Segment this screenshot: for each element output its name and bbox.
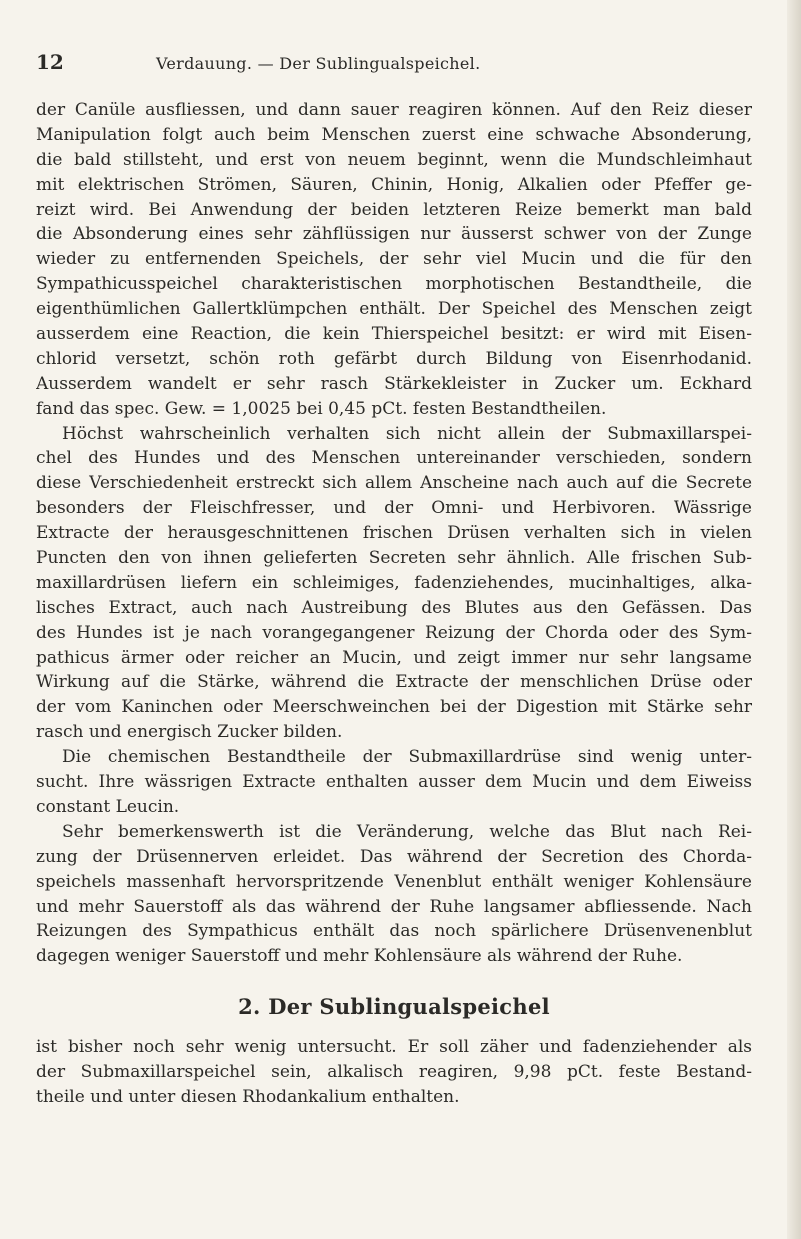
text-line: pathicus ärmer oder reicher an Mucin, und zeigt immer nur sehr langsame: [36, 647, 752, 668]
text-line: Sehr bemerkenswerth ist die Veränderung, welche das Blut nach Rei-: [62, 821, 752, 842]
text-line: die bald stillsteht, und erst von neuem beginnt, wenn die Mundschleimhaut: [36, 149, 752, 170]
text-line: chel des Hundes und des Menschen untereinander verschieden, sondern: [36, 448, 752, 469]
text-line: lisches Extract, auch nach Austreibung des Blutes aus den Gefässen. Das: [36, 597, 752, 618]
text-line: eigenthümlichen Gallertklümpchen enthält. Der Speichel des Menschen zeigt: [36, 299, 752, 320]
paragraph: [36, 422, 752, 746]
text-line: Ausserdem wandelt er sehr rasch Stärkekleister in Zucker um. Eckhard: [36, 373, 752, 394]
text-line: diese Verschiedenheit erstreckt sich allem Anscheine nach auch auf die Secrete: [36, 473, 752, 494]
running-head: Verdauung. — Der Sublingualspeichel.: [156, 54, 481, 73]
page-body: [36, 98, 752, 1110]
text-line: Reizungen des Sympathicus enthält das noch spärlichere Drüsenvenenblut: [36, 921, 752, 942]
text-line: sucht. Ihre wässrigen Extracte enthalten ausser dem Mucin und dem Eiweiss: [36, 772, 752, 793]
text-line: ausserdem eine Reaction, die kein Thierspeichel besitzt: er wird mit Eisen-: [36, 324, 752, 345]
text-line: besonders der Fleischfresser, und der Omni- und Herbivoren. Wässrige: [36, 498, 752, 519]
page-number: 12: [36, 50, 64, 74]
page-edge: [787, 0, 801, 1239]
text-line: der vom Kaninchen oder Meerschweinchen bei der Digestion mit Stärke sehr: [36, 697, 752, 718]
text-line: Extracte der herausgeschnittenen frischen Drüsen verhalten sich in vielen: [36, 523, 752, 544]
text-line: ist bisher noch sehr wenig untersucht. Er soll zäher und fadenziehender als: [36, 1037, 752, 1058]
section-title: 2. Der Sublingualspeichel: [238, 994, 550, 1020]
text-line: constant Leucin.: [36, 796, 180, 817]
page-header: [36, 50, 756, 80]
paragraph: [36, 98, 752, 422]
text-line: dagegen weniger Sauerstoff und mehr Kohlensäure als während der Ruhe.: [36, 946, 683, 967]
text-line: Manipulation folgt auch beim Menschen zuerst eine schwache Absonderung,: [36, 124, 752, 145]
text-line: die Absonderung eines sehr zähflüssigen nur äusserst schwer von der Zunge: [36, 224, 752, 245]
text-line: theile und unter diesen Rhodankalium enthalten.: [36, 1086, 460, 1107]
text-line: Puncten den von ihnen gelieferten Secreten sehr ähnlich. Alle frischen Sub-: [36, 548, 752, 569]
text-line: Sympathicusspeichel charakteristischen morphotischen Bestandtheile, die: [36, 274, 752, 295]
text-line: rasch und energisch Zucker bilden.: [36, 722, 343, 743]
text-line: der Submaxillarspeichel sein, alkalisch reagiren, 9,98 pCt. feste Bestand-: [36, 1062, 752, 1083]
text-line: speichels massenhaft hervorspritzende Venenblut enthält weniger Kohlensäure: [36, 871, 752, 892]
text-line: Höchst wahrscheinlich verhalten sich nicht allein der Submaxillarspei-: [62, 423, 752, 444]
text-line: chlorid versetzt, schön roth gefärbt durch Bildung von Eisenrhodanid.: [36, 348, 752, 369]
paragraph: [36, 745, 752, 820]
text-line: mit elektrischen Strömen, Säuren, Chinin, Honig, Alkalien oder Pfeffer ge-: [36, 174, 752, 195]
text-line: maxillardrüsen liefern ein schleimiges, fadenziehendes, mucinhaltiges, alka-: [36, 572, 752, 593]
text-line: Wirkung auf die Stärke, während die Extracte der menschlichen Drüse oder: [36, 672, 752, 693]
text-line: wieder zu entfernenden Speichels, der sehr viel Mucin und die für den: [36, 249, 752, 270]
paragraph: [36, 1035, 752, 1110]
text-line: reizt wird. Bei Anwendung der beiden letzteren Reize bemerkt man bald: [36, 199, 752, 220]
paragraph: [36, 820, 752, 969]
text-line: Die chemischen Bestandtheile der Submaxillardrüse sind wenig unter-: [62, 747, 752, 768]
text-line: zung der Drüsennerven erleidet. Das während der Secretion des Chorda-: [36, 846, 752, 867]
text-line: und mehr Sauerstoff als das während der Ruhe langsamer abfliessende. Nach: [36, 896, 752, 917]
text-line: der Canüle ausfliessen, und dann sauer reagiren können. Auf den Reiz dieser: [36, 100, 752, 120]
text-line: fand das spec. Gew. = 1,0025 bei 0,45 pCt. festen Bestandtheilen.: [36, 398, 607, 419]
text-line: des Hundes ist je nach vorangegangener Reizung der Chorda oder des Sym-: [36, 622, 752, 643]
